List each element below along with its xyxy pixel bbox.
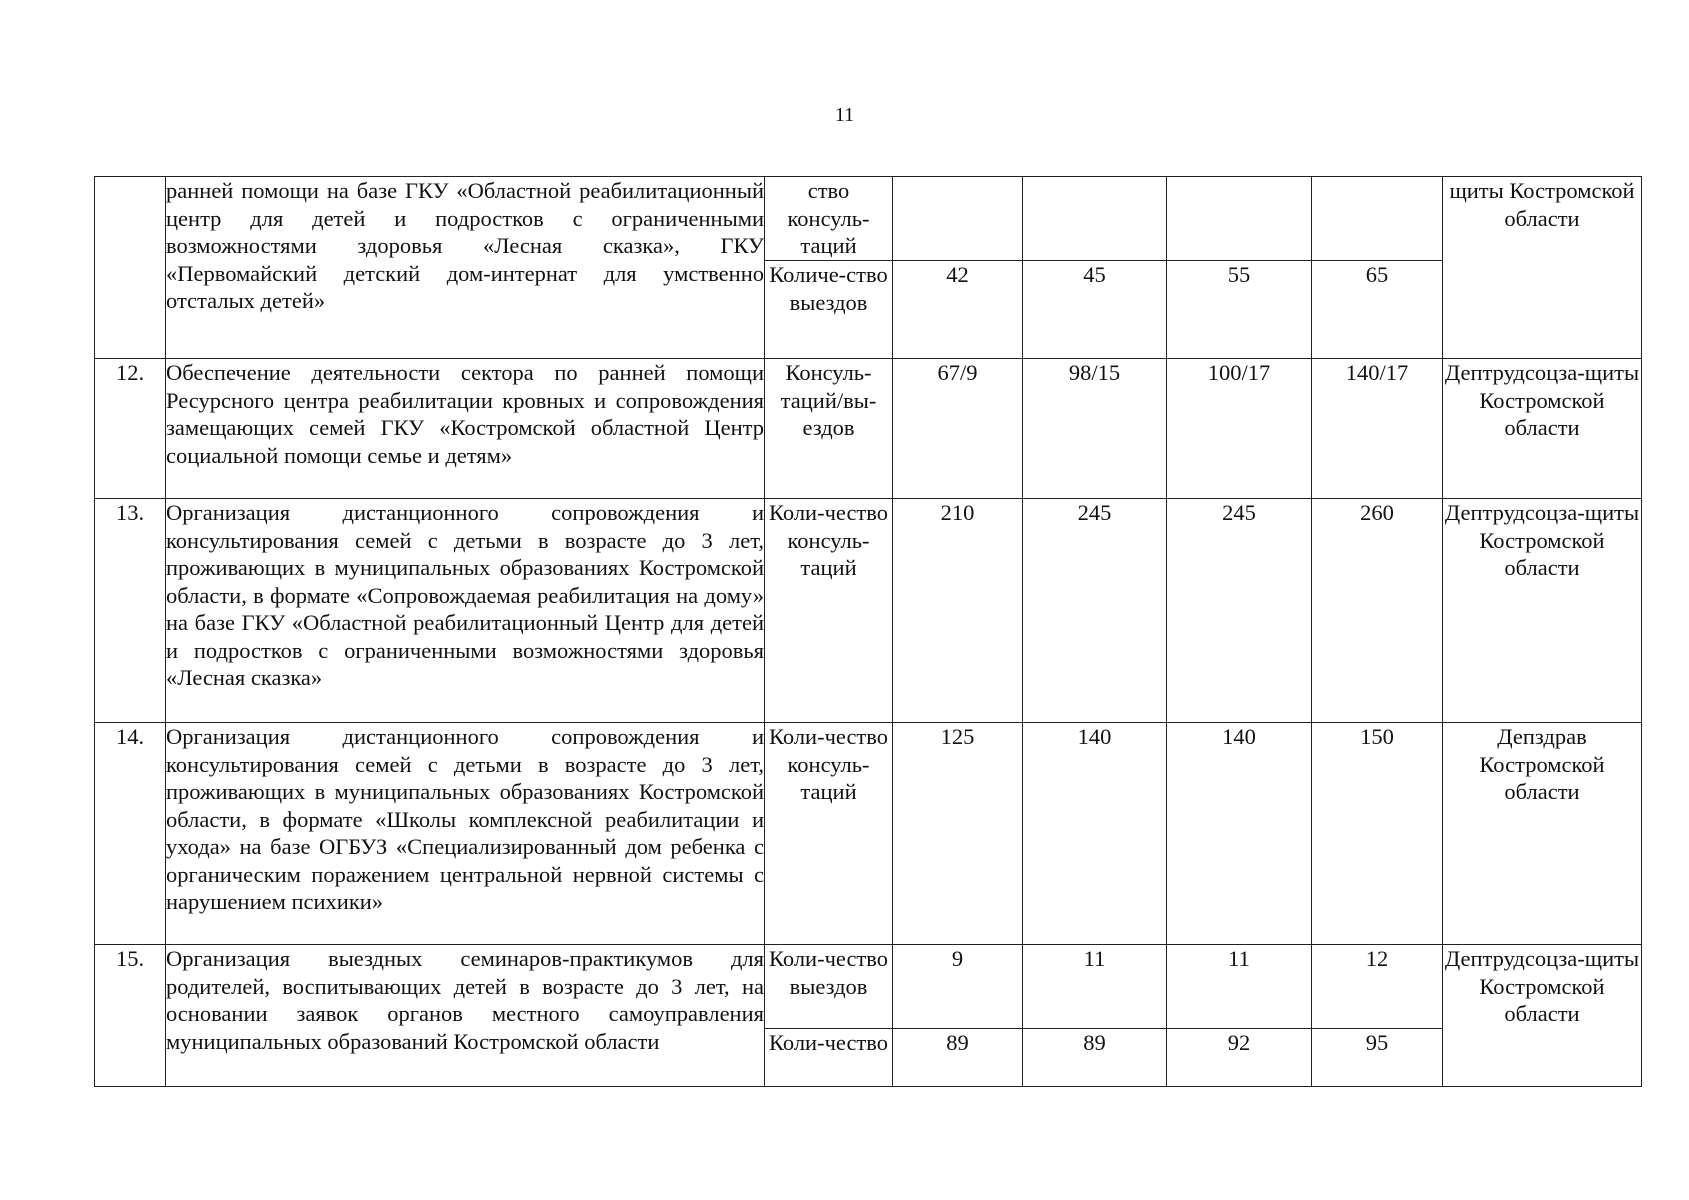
value-cell: 100/17 bbox=[1167, 359, 1312, 499]
row-number: 12. bbox=[95, 359, 166, 499]
value-cell: 92 bbox=[1167, 1029, 1312, 1087]
value-cell: 245 bbox=[1023, 499, 1167, 723]
value-cell: 150 bbox=[1312, 723, 1443, 945]
value-cell: 210 bbox=[893, 499, 1023, 723]
responsible-body: Дептрудсоцза-щиты Костромской области bbox=[1443, 499, 1642, 723]
value-cell: 125 bbox=[893, 723, 1023, 945]
row-number: 15. bbox=[95, 945, 166, 1087]
value-cell bbox=[1167, 177, 1312, 261]
row-description: Организация выездных семинаров-практикумов для родителей, воспитывающих детей в возрасте до 3 лет, на основании заявок органов местного самоуправления муниципальных образований Костромской области bbox=[166, 945, 765, 1087]
table-row bbox=[95, 177, 1642, 261]
value-cell: 140 bbox=[1167, 723, 1312, 945]
indicator-unit: Коли-чество консуль-таций bbox=[765, 499, 893, 723]
value-cell: 260 bbox=[1312, 499, 1443, 723]
value-cell: 9 bbox=[893, 945, 1023, 1029]
row-description: Организация дистанционного сопровождения и консультирования семей с детьми в возрасте до 3 лет, проживающих в муниципальных образованиях Костромской области, в формате «Школы комплексной реабилитации и ухода» на базе ОГБУЗ «Специализированный дом ребенка с органическим поражением центральной нервной системы с нарушением психики» bbox=[166, 723, 765, 945]
value-cell: 98/15 bbox=[1023, 359, 1167, 499]
responsible-body: Депздрав Костромской области bbox=[1443, 723, 1642, 945]
value-cell bbox=[1312, 177, 1443, 261]
value-cell: 67/9 bbox=[893, 359, 1023, 499]
table-row bbox=[95, 945, 1642, 1029]
value-cell: 140/17 bbox=[1312, 359, 1443, 499]
responsible-body: Дептрудсоцза-щиты Костромской области bbox=[1443, 945, 1642, 1087]
indicator-unit: ство консуль-таций bbox=[765, 177, 893, 261]
table-row bbox=[95, 499, 1642, 723]
responsible-body: Дептрудсоцза-щиты Костромской области bbox=[1443, 359, 1642, 499]
value-cell bbox=[1023, 177, 1167, 261]
row-description: ранней помощи на базе ГКУ «Областной реабилитационный центр для детей и подростков с ограниченными возможностями здоровья «Лесная сказка», ГКУ «Первомайский детский дом-интернат для умственно отсталых детей» bbox=[166, 177, 765, 359]
indicator-unit: Количе-ство выездов bbox=[765, 261, 893, 359]
value-cell bbox=[893, 177, 1023, 261]
measures-table bbox=[94, 176, 1642, 1087]
value-cell: 11 bbox=[1023, 945, 1167, 1029]
indicator-unit: Коли-чество консуль-таций bbox=[765, 723, 893, 945]
value-cell: 55 bbox=[1167, 261, 1312, 359]
value-cell: 11 bbox=[1167, 945, 1312, 1029]
responsible-body: щиты Костромской области bbox=[1443, 177, 1642, 359]
value-cell: 245 bbox=[1167, 499, 1312, 723]
value-cell: 89 bbox=[1023, 1029, 1167, 1087]
value-cell: 65 bbox=[1312, 261, 1443, 359]
indicator-unit: Коли-чество выездов bbox=[765, 945, 893, 1029]
table-row bbox=[95, 723, 1642, 945]
value-cell: 12 bbox=[1312, 945, 1443, 1029]
row-description: Организация дистанционного сопровождения и консультирования семей с детьми в возрасте до 3 лет, проживающих в муниципальных образованиях Костромской области, в формате «Сопровождаемая реабилитация на дому» на базе ГКУ «Областной реабилитационный Центр для детей и подростков с ограниченными возможностями здоровья «Лесная сказка» bbox=[166, 499, 765, 723]
row-number: 13. bbox=[95, 499, 166, 723]
indicator-unit: Коли-чество bbox=[765, 1029, 893, 1087]
row-number: 14. bbox=[95, 723, 166, 945]
page-number: 11 bbox=[834, 104, 855, 126]
table-row bbox=[95, 359, 1642, 499]
value-cell: 45 bbox=[1023, 261, 1167, 359]
row-number bbox=[95, 177, 166, 359]
row-description: Обеспечение деятельности сектора по ранней помощи Ресурсного центра реабилитации кровных и сопровождения замещающих семей ГКУ «Костромской областной Центр социальной помощи семье и детям» bbox=[166, 359, 765, 499]
value-cell: 140 bbox=[1023, 723, 1167, 945]
value-cell: 89 bbox=[893, 1029, 1023, 1087]
value-cell: 42 bbox=[893, 261, 1023, 359]
value-cell: 95 bbox=[1312, 1029, 1443, 1087]
indicator-unit: Консуль-таций/вы-ездов bbox=[765, 359, 893, 499]
